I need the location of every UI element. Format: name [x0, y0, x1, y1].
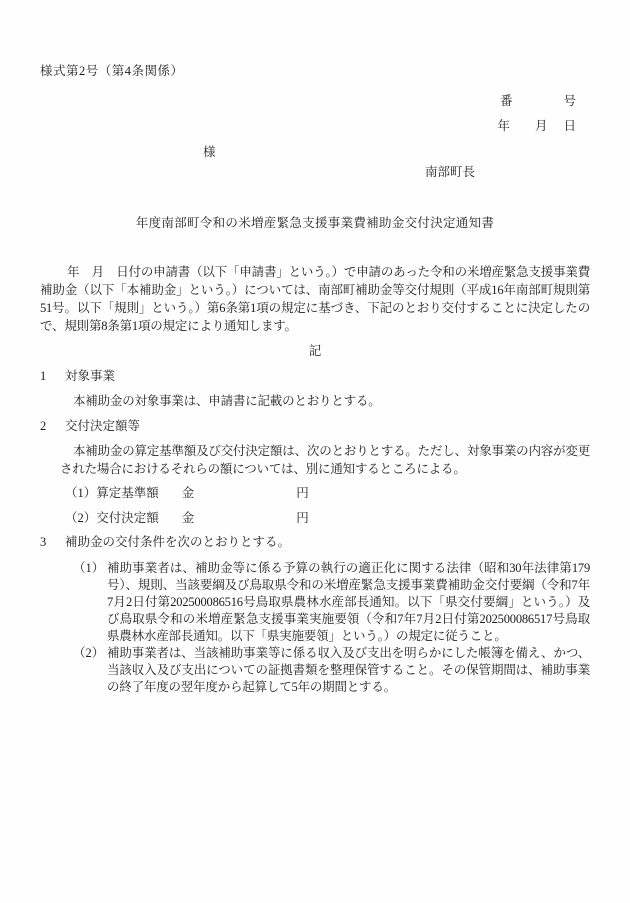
condition-1-label: （1）: [73, 560, 105, 575]
document-meta: [40, 93, 590, 136]
section-1-number: 1: [40, 368, 47, 383]
section-3-title: 補助金の交付条件を次のとおりとする。: [65, 535, 291, 549]
amount-row-standard: [65, 485, 590, 503]
condition-2-label: （2）: [73, 645, 105, 660]
section-2-heading: [40, 418, 590, 436]
section-3-number: 3: [40, 535, 47, 549]
document-title: 年度南部町令和の米増産緊急支援事業費補助金交付決定通知書: [135, 215, 495, 230]
section-1-heading: [40, 368, 590, 386]
condition-1-text: 補助事業者は、補助金等に係る予算の執行の適正化に関する法律（昭和30年法律第179号）、規則、当該要綱及び鳥取県令和の米増産緊急支援事業費補助金交付要綱（令和7年7月2日付第202500086516号鳥取県農林水産部長通知。以下「県交付要綱」という。）及び鳥取県令和の米増産緊急支援事業実施要領（令和7年7月2日付第202500086517号鳥取県農林水産部長通知。以下「県実施要領」という。）の規定に従うこと。: [107, 560, 590, 643]
sender-name: 南部町長: [425, 165, 476, 179]
recipient-line: [40, 144, 590, 162]
record-marker: 記: [308, 344, 322, 358]
date-year-label: 年: [497, 119, 510, 133]
doc-number-suffix: 号: [563, 93, 576, 108]
amount-2-label: （2）交付決定額: [65, 510, 159, 525]
amount-2-unit: 円: [296, 510, 309, 525]
sender-line: [40, 164, 590, 182]
intro-paragraph: 年 月 日付の申請書（以下「申請書」という。）で申請のあった令和の米増産緊急支援事業費補助金（以下「本補助金」という。）については、南部町補助金等交付規則（平成16年南部町規則第51号。以下「規則」という。）第6条第1項の規定に基づき、下記のとおり交付することに決定したので、規則第8条第1項の規定により通知します。: [40, 265, 590, 333]
date-month-label: 月: [534, 119, 548, 133]
doc-number-line: [40, 93, 576, 111]
recipient-honorific: 様: [203, 144, 216, 159]
condition-2: [73, 645, 590, 696]
amount-row-decided: [65, 510, 590, 528]
condition-2-text: 補助事業者は、当該補助事業等に係る収入及び支出を明らかにした帳簿を備え、かつ、当該収入及び支出についての証拠書類を整理保管すること。その保管期間は、補助事業の終了年度の翌年度から起算して5年の期間とする。: [107, 645, 590, 694]
form-number: 様式第2号（第4条関係）: [40, 64, 184, 78]
condition-1: [73, 560, 590, 645]
amount-2-currency: 金: [181, 510, 195, 525]
amount-1-label: （1）算定基準額: [65, 486, 159, 500]
section-3-heading: [40, 534, 590, 552]
section-1-title: 対象事業: [65, 368, 116, 383]
date-day-label: 日: [563, 119, 576, 133]
amount-1-currency: 金: [181, 486, 195, 500]
date-line: [40, 118, 576, 136]
section-1-body: 本補助金の対象事業は、申請書に記載のとおりとする。: [73, 394, 381, 408]
section-2-number: 2: [40, 418, 47, 433]
section-2-title: 交付決定額等: [65, 418, 141, 433]
amount-1-unit: 円: [296, 486, 309, 500]
section-2-body: 本補助金の算定基準額及び交付決定額は、次のとおりとする。ただし、対象事業の内容が変更された場合におけるそれらの額については、別に通知するところによる。: [60, 444, 590, 476]
doc-number-prefix: 番: [499, 93, 513, 108]
